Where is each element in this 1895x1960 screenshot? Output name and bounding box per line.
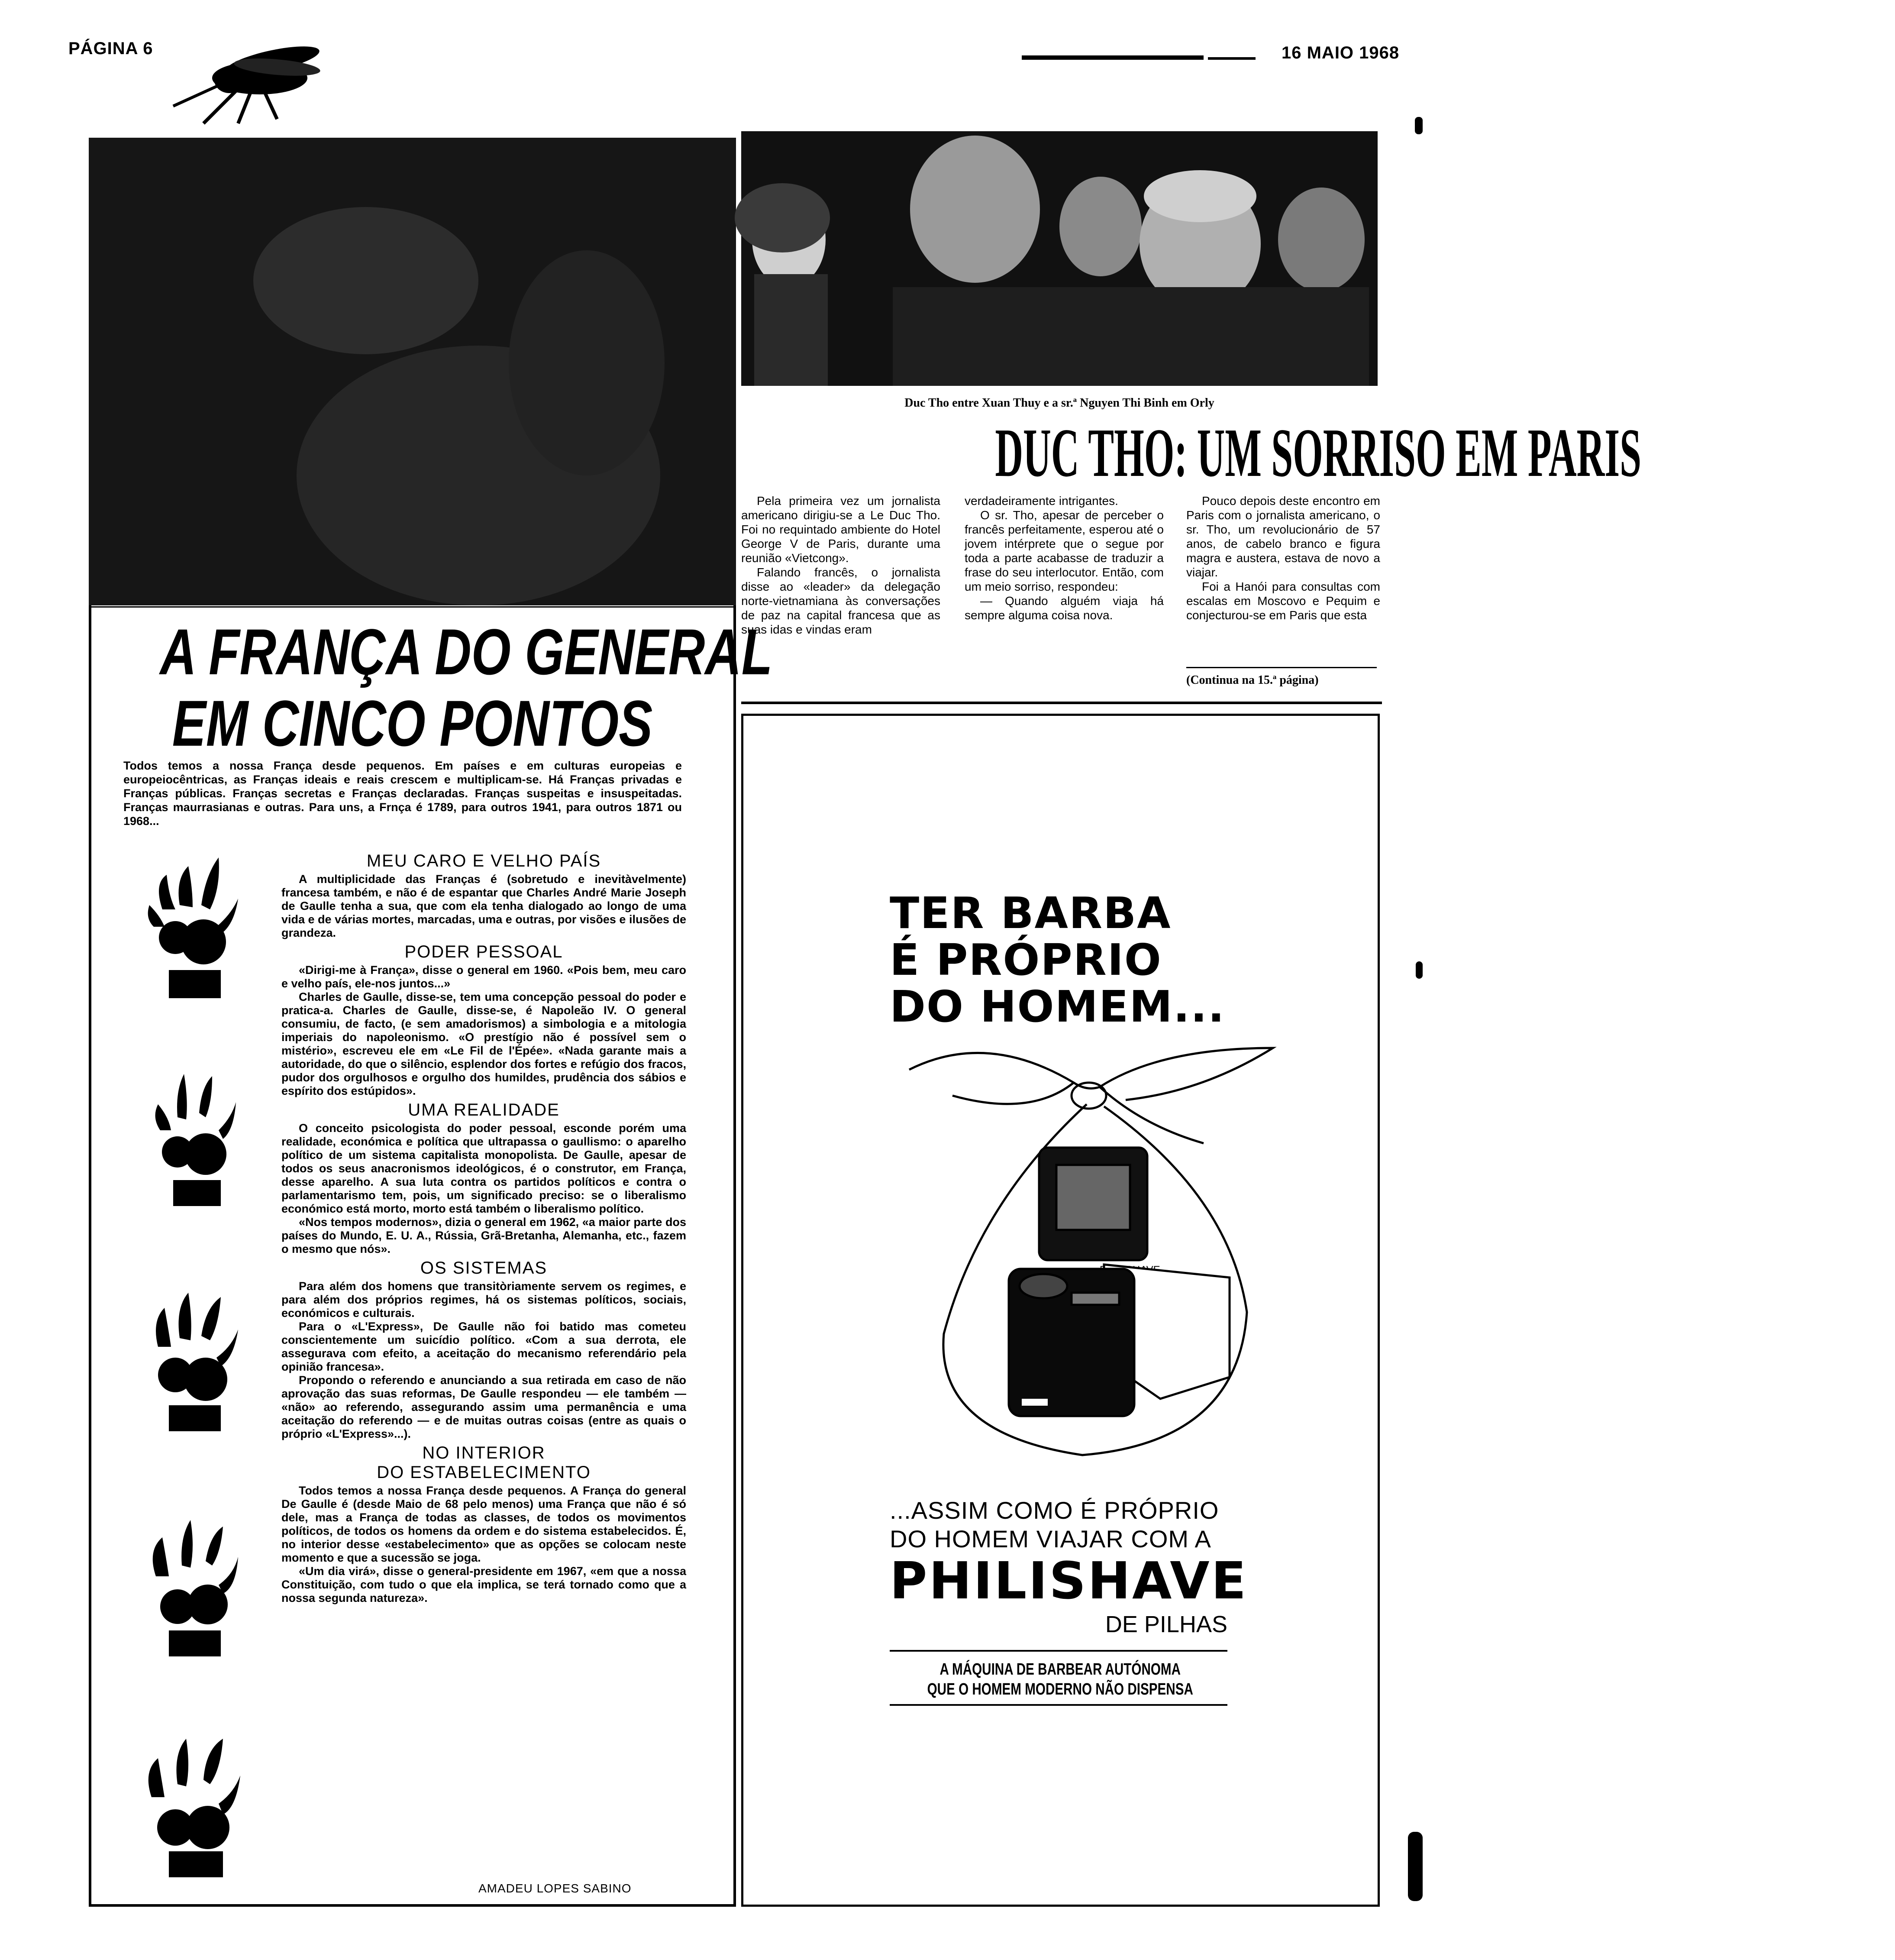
left-article-top-rule [89, 606, 736, 608]
hand-crown-icon [143, 1719, 242, 1882]
photo-caption: Duc Tho entre Xuan Thuy e a sr.ª Nguyen Thi Binh em Orly [904, 396, 1214, 410]
column-paragraph: — Quando alguém viaja há sempre alguma coisa nova. [965, 594, 1164, 622]
section-paragraph: O conceito psicologista do poder pessoal, esconde porém uma realidade, económica e política que ultrapassa o gaullismo: o aparelho político de um sistema capitalista monopolista. De Gaulle, apesar de todos os seus anacronismos ideológicos, é o construtor, em França, desse aparelho. A sua luta contra os partidos políticos e contra o parlamentarismo tem, pois, um significado preciso: se o liberalismo económico está morto, morto está também o liberalismo político. [281, 1122, 686, 1215]
advert-rule [890, 1650, 1227, 1652]
advert-headline-1: TER BARBA [890, 888, 1172, 938]
advert-sub [890, 1496, 1219, 1553]
advert-footer [890, 1659, 1227, 1699]
advert-rule-bottom [890, 1704, 1227, 1706]
advert-sub-line-1: ...ASSIM COMO É PRÓPRIO [890, 1497, 1219, 1524]
advert-footer-line-2: QUE O HOMEM MODERNO NÃO DISPENSA [927, 1680, 1193, 1698]
left-sections [281, 849, 686, 1605]
section-paragraph: Propondo o referendo e anunciando a sua retirada em caso de não aprovação das suas reformas, De Gaulle respondeu — ele também — «não» ao referendo, assegurando assim uma permanência e uma aceitação do referendo — e de muitas outras coisas (entre as quais o próprio «L'Express»...). [281, 1374, 686, 1440]
right-headline: DUC THO: UM SORRISO EM PARIS [995, 414, 1642, 491]
section-title: NO INTERIOR [422, 1443, 546, 1462]
section-paragraph: «Dirigi-me à França», disse o general em 1960. «Pois bem, meu caro e velho país, ele-nos juntos...» [281, 964, 686, 990]
advert-sub-line-2: DO HOMEM VIAJAR COM A [890, 1525, 1211, 1552]
byline: AMADEU LOPES SABINO [478, 1882, 632, 1895]
right-article-bottom-rule [741, 702, 1382, 704]
section-title: MEU CARO E VELHO PAÍS [366, 851, 601, 870]
shaver-illustration [901, 1031, 1290, 1464]
article-photo-left [89, 138, 736, 605]
advert-headline-3: DO HOMEM... [890, 981, 1225, 1032]
section-title: DO ESTABELECIMENTO [377, 1463, 591, 1482]
continued-note: (Continua na 15.ª página) [1186, 673, 1319, 687]
section-body [281, 1122, 686, 1256]
column-paragraph: Pouco depois deste encontro em Paris com o jornalista americano, o sr. Tho, um revolucionário de 57 anos, de cabelo branco e figura magra e austera, estava de novo a viajar. [1186, 494, 1380, 579]
section-paragraph: Para além dos homens que transitòriamente servem os regimes, e para além dos próprios regimes, há os sistemas políticos, sociais, económicos e culturais. [281, 1280, 686, 1320]
section-paragraph: A multiplicidade das Franças é (sobretudo e inevitàvelmente) francesa também, e não é de espantar que Charles André Marie Joseph de Gaulle tenha a sua, que com ela tenha dialogado ao longo de uma vida e de várias mortes, marcadas, uma e outras, por visões e ilusões de grandeza. [281, 873, 686, 939]
left-headline-line1: A FRANÇA DO GENERAL [160, 615, 773, 688]
right-column-3 [1186, 494, 1380, 622]
right-column-2 [965, 494, 1164, 622]
section-body [281, 1280, 686, 1441]
hand-crown-icon [145, 1282, 240, 1436]
right-column-1 [741, 494, 940, 637]
section-paragraph: «Nos tempos modernos», dizia o general em 1962, «a maior parte dos países do Mundo, E. U. A., Rússia, Grã-Bretanha, Alemanha, etc., fazem o mesmo que nós». [281, 1216, 686, 1255]
scan-mark [1416, 961, 1423, 979]
page-date: 16 MAIO 1968 [1282, 43, 1400, 62]
continue-rule [1186, 667, 1377, 668]
scan-mark [1408, 1832, 1423, 1901]
section-body [281, 1484, 686, 1605]
section-paragraph: Todos temos a nossa França desde pequenos. A França do general De Gaulle é (desde Maio de 68 pelo menos) uma França que não é só dele, mas a França de todas as classes, de todos os movimentos políticos, de todos os homens da ordem e do sistema estabelecidos. É, no interior desse «estabelecimento» que as opções se colocam neste momento e que a sucessão se joga. [281, 1484, 686, 1564]
column-paragraph: O sr. Tho, apesar de perceber o francês perfeitamente, esperou até o jovem intérprete que o segue por toda a parte acabasse de traduzir a frase do seu interlocutor. Então, com um meio sorriso, respondeu: [965, 508, 1164, 593]
hand-crown-icon [145, 1503, 240, 1661]
section-paragraph: Charles de Gaulle, disse-se, tem uma concepção pessoal do poder e pratica-a. Charles de Gaulle, disse-se, é Napoleão IV. O general consumiu, de facto, (e sem amadorismos) a simbologia e a mitologia imperiais do napoleonismo. «O prestígio não é possível sem o mistério», escreveu ele em «Le Fil de l'Épée». «Nada garante mais a autoridade, do que o silêncio, esplendor dos fortes e refúgio dos fracos, pudor dos orgulhosos e orgulho dos humildes, prudência dos sábios e espírito dos estúpidos». [281, 990, 686, 1097]
header-rule-gap [1208, 57, 1256, 60]
column-paragraph: Foi a Hanói para consultas com escalas em Moscovo e Pequim e conjecturou-se em Paris que esta [1186, 580, 1380, 622]
section-body [281, 964, 686, 1098]
section-body [281, 873, 686, 940]
page-label: PÁGINA 6 [68, 39, 153, 58]
scan-mark [1415, 117, 1423, 134]
section-title: OS SISTEMAS [420, 1258, 548, 1278]
section-paragraph: Para o «L'Express», De Gaulle não foi batido mas cometeu conscientemente um suicídio político. «Com a sua derrota, ele assegurava com efeito, a aceitação do mecanismo referendário pela opinião francesa». [281, 1320, 686, 1373]
column-paragraph: Falando francês, o jornalista disse ao «leader» da delegação norte-vietnamiana às conversações de paz na capital francesa que as suas idas e vindas eram [741, 566, 940, 636]
column-paragraph: verdadeiramente intrigantes. [965, 494, 1118, 508]
advert-headline-2: É PRÓPRIO [890, 935, 1162, 985]
hand-crown-icon [152, 1065, 238, 1210]
hand-crown-icon [145, 857, 240, 1003]
advert-brand: PHILISHAVE [890, 1551, 1248, 1611]
article-photo-right [741, 131, 1378, 386]
section-title: UMA REALIDADE [408, 1100, 560, 1119]
fly-icon [165, 37, 329, 128]
right-headline-wrap [741, 414, 1642, 491]
advert-footer-line-1: A MÁQUINA DE BARBEAR AUTÓNOMA [939, 1660, 1181, 1679]
advert-brand-sub: DE PILHAS [1105, 1611, 1227, 1637]
section-paragraph: «Um dia virá», disse o general-presidente em 1967, «em que a nossa Constituição, com tudo o que ela implica, se terá tornado como que a nossa segunda natureza». [281, 1565, 686, 1604]
left-intro: Todos temos a nossa França desde pequenos. Em países e em culturas europeias e europeiocêntricas, as Franças ideais e reais crescem e multiplicam-se. Há Franças privadas e Franças públicas. Franças secretas e Franças declaradas. Franças suspeitas e insuspeitadas. Franças maurrasianas e outras. Para uns, a Frnça é 1789, para outros 1941, para outros 1871 ou 1968... [123, 759, 682, 828]
header-rule-left [1022, 55, 1204, 60]
left-headline-line2: EM CINCO PONTOS [172, 687, 653, 760]
section-title: PODER PESSOAL [404, 942, 563, 961]
column-paragraph: Pela primeira vez um jornalista americano dirigiu-se a Le Duc Tho. Foi no requintado ambiente do Hotel George V de Paris, durante uma reunião «Vietcong». [741, 494, 940, 565]
